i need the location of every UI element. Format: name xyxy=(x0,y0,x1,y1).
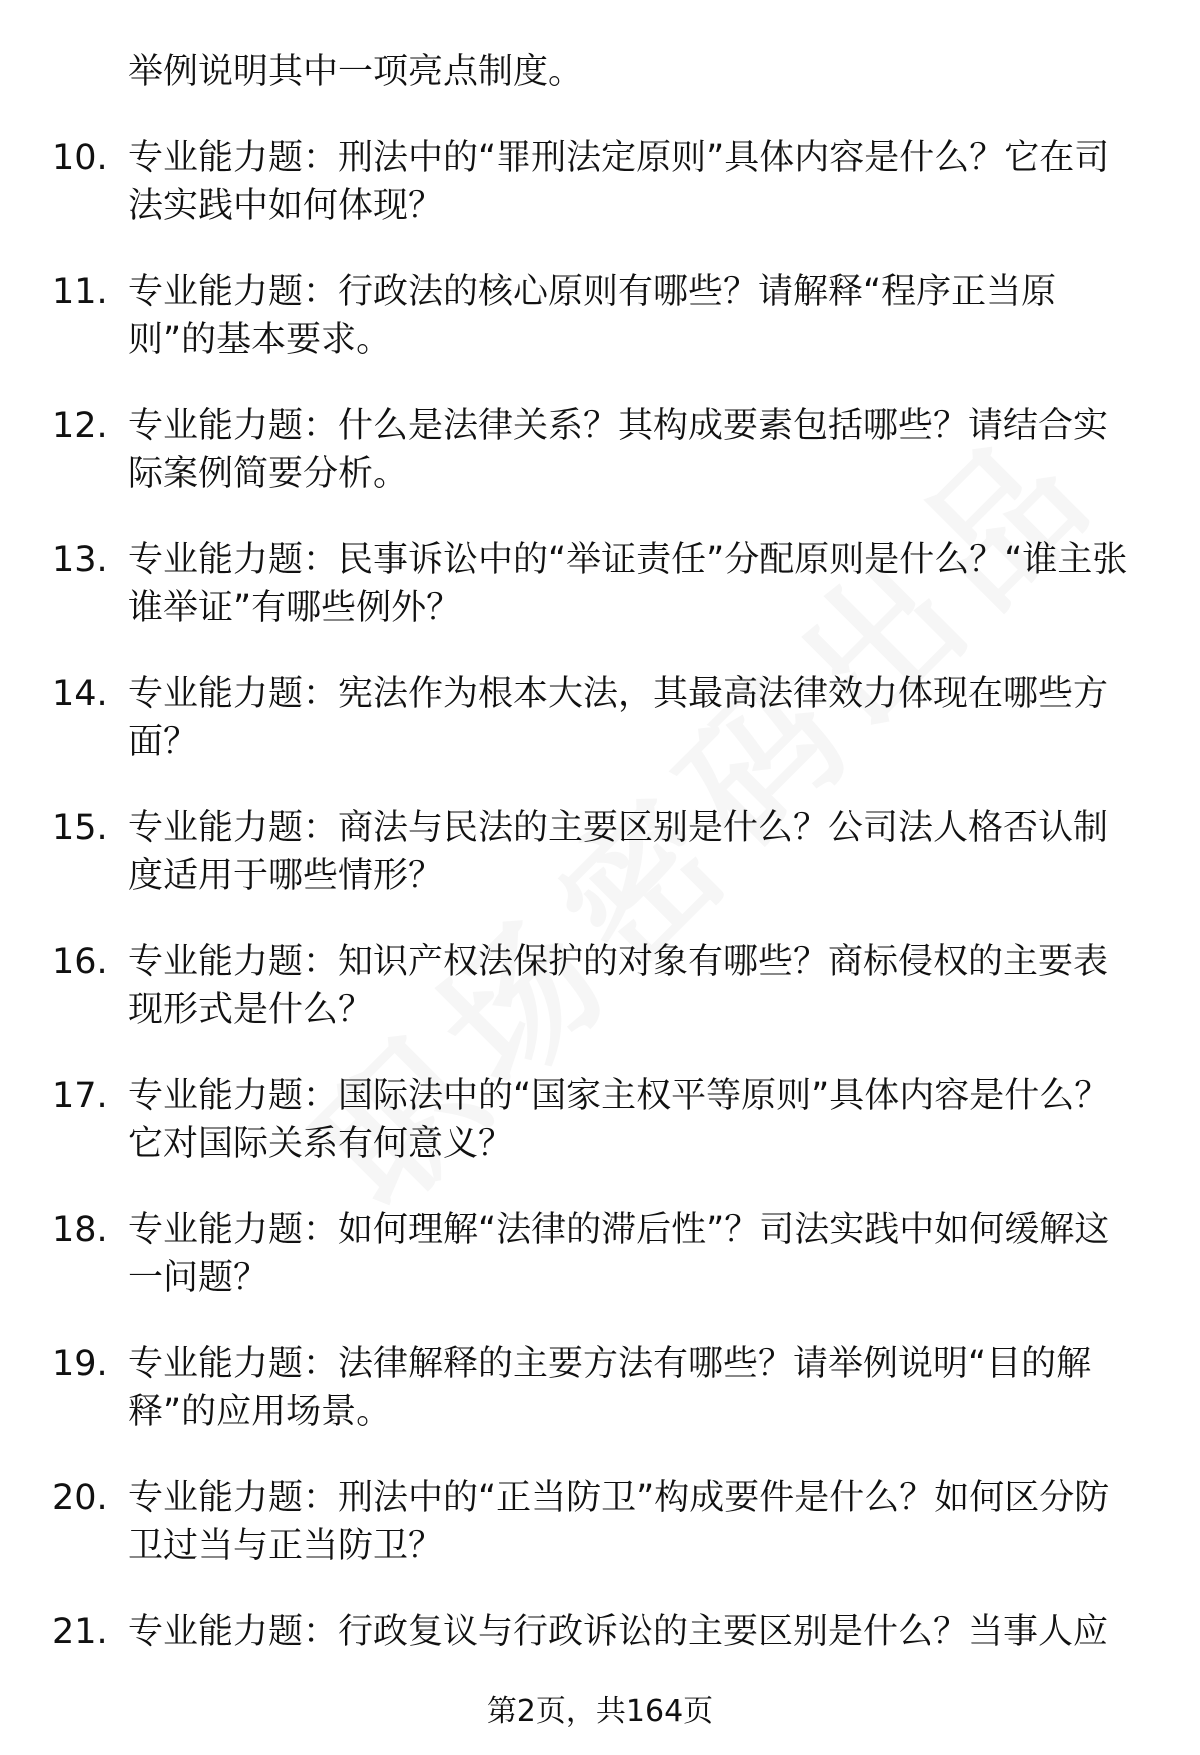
question-text: 专业能力题：法律解释的主要方法有哪些？请举例说明“目的解释”的应用场景。 xyxy=(128,1344,1092,1432)
list-item xyxy=(0,536,1138,632)
question-text: 专业能力题：民事诉讼中的“举证责任”分配原则是什么？“谁主张谁举证”有哪些例外？ xyxy=(128,540,1128,628)
list-item xyxy=(0,402,1138,498)
question-text: 专业能力题：什么是法律关系？其构成要素包括哪些？请结合实际案例简要分析。 xyxy=(128,406,1109,494)
list-item xyxy=(0,1072,1138,1168)
question-number: 18. xyxy=(52,1210,108,1250)
list-item xyxy=(0,134,1138,230)
question-number: 21. xyxy=(52,1612,108,1652)
list-item xyxy=(0,938,1138,1034)
list-item xyxy=(0,268,1138,364)
question-number: 20. xyxy=(52,1478,108,1518)
list-item xyxy=(0,1474,1138,1570)
list-item xyxy=(0,1340,1138,1436)
question-number: 13. xyxy=(52,540,108,580)
question-text: 专业能力题：如何理解“法律的滞后性”？司法实践中如何缓解这一问题？ xyxy=(128,1210,1110,1298)
question-number: 16. xyxy=(52,942,108,982)
question-number: 17. xyxy=(52,1076,108,1116)
question-text: 专业能力题：刑法中的“正当防卫”构成要件是什么？如何区分防卫过当与正当防卫？ xyxy=(128,1478,1110,1566)
list-item xyxy=(0,1206,1138,1302)
list-item xyxy=(0,804,1138,900)
question-text: 专业能力题：行政复议与行政诉讼的主要区别是什么？当事人应 xyxy=(128,1612,1109,1652)
list-item xyxy=(0,670,1138,766)
continued-text: 举例说明其中一项亮点制度。 xyxy=(128,52,584,92)
question-list xyxy=(0,134,1200,1656)
question-number: 12. xyxy=(52,406,108,446)
question-number: 15. xyxy=(52,808,108,848)
question-number: 14. xyxy=(52,674,108,714)
question-text: 专业能力题：商法与民法的主要区别是什么？公司法人格否认制度适用于哪些情形？ xyxy=(128,808,1109,896)
list-item xyxy=(0,1608,1138,1656)
question-text: 专业能力题：宪法作为根本大法，其最高法律效力体现在哪些方面？ xyxy=(128,674,1109,762)
page-footer: 第2页，共164页 xyxy=(486,1694,714,1729)
page-content xyxy=(0,48,1200,1656)
question-number: 10. xyxy=(52,138,108,178)
question-text: 专业能力题：行政法的核心原则有哪些？请解释“程序正当原则”的基本要求。 xyxy=(128,272,1057,360)
question-number: 11. xyxy=(52,272,108,312)
question-number: 19. xyxy=(52,1344,108,1384)
question-text: 专业能力题：刑法中的“罪刑法定原则”具体内容是什么？它在司法实践中如何体现？ xyxy=(128,138,1110,226)
question-text: 专业能力题：国际法中的“国家主权平等原则”具体内容是什么？它对国际关系有何意义？ xyxy=(128,1076,1110,1164)
question-text: 专业能力题：知识产权法保护的对象有哪些？商标侵权的主要表现形式是什么？ xyxy=(128,942,1109,1030)
